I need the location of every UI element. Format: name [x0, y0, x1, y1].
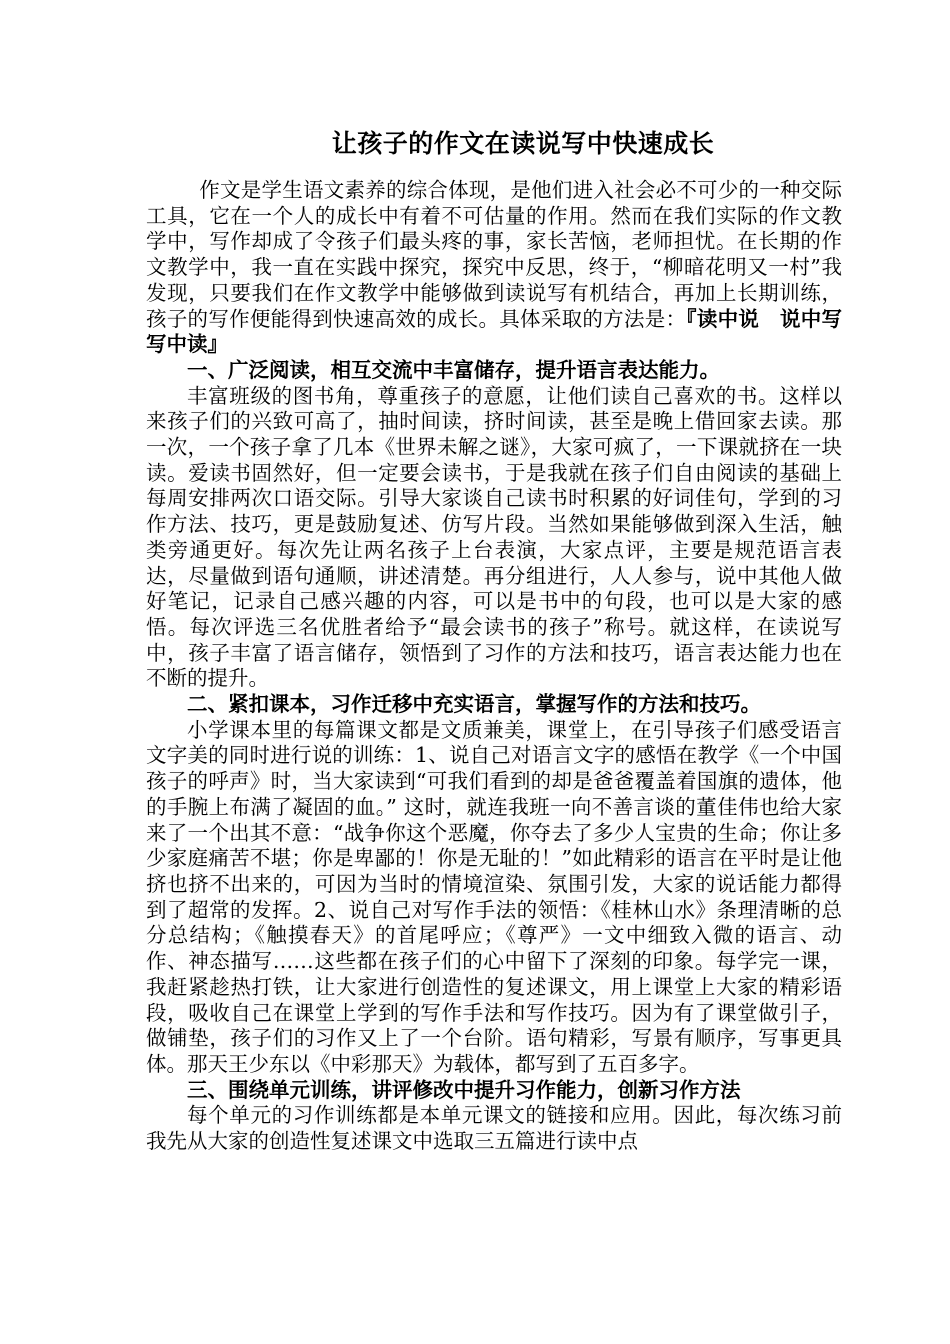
- document-body: [146, 178, 863, 1155]
- intro-text: 作文是学生语文素养的综合体现，是他们进入社会必不可少的一种交际工具，它在一个人的成长中有着不可估量的作用。然而在我们实际的作文教学中，写作却成了令孩子们最头疼的事，家长苦恼，老师担忧。在长期的作文教学中，我一直在实践中探究，探究中反思，终于，“柳暗花明又一村”我发现，只要我们在作文教学中能够做到读说写有机结合，再加上长期训练，孩子的写作便能得到快速高效的成长。具体采取的方法是：: [146, 178, 842, 331]
- section-3-heading: 三、围绕单元训练，讲评修改中提升习作能力，创新习作方法: [187, 1077, 741, 1102]
- section-2-paragraph: 小学课本里的每篇课文都是文质兼美，课堂上，在引导孩子们感受语言文字美的同时进行说的训练：1、说自己对语言文字的感悟在教学《一个中国孩子的呼声》时，当大家读到“可我们看到的却是爸爸覆盖着国旗的遗体，他的手腕上布满了凝固的血。” 这时，就连我班一向不善言谈的董佳伟也给大家来了一个出其不意：“战争你这个恶魔，你夺去了多少人宝贵的生命；你让多少家庭痛苦不堪；你是卑鄙的！你是无耻的！”如此精彩的语言在平时是让他挤也挤不出来的，可因为当时的情境渲染、氛围引发，大家的说话能力都得到了超常的发挥。2、说自己对写作手法的领悟：《桂林山水》条理清晰的总分总结构；《触摸春天》的首尾呼应；《尊严》一文中细致入微的语言、动作、神态描写……这些都在孩子们的心中留下了深刻的印象。每学完一课，我赶紧趁热打铁，让大家进行创造性的复述课文，用上课堂上大家的精彩语段，吸收自己在课堂上学到的写作手法和写作技巧。因为有了课堂做引子，做铺垫，孩子们的习作又上了一个台阶。语句精彩，写景有顺序，写事更具体。那天王少东以《中彩那天》为载体，都写到了五百多字。: [146, 717, 842, 1076]
- section-2-heading: 二、紧扣课本，习作迁移中充实语言，掌握写作的方法和技巧。: [187, 692, 761, 717]
- section-1-heading: 一、广泛阅读，相互交流中丰富储存，提升语言表达能力。: [187, 357, 720, 382]
- section-3-paragraph: 每个单元的习作训练都是本单元课文的链接和应用。因此，每次练习前我先从大家的创造性复述课文中选取三五篇进行读中点: [146, 1103, 842, 1154]
- section-1-paragraph: 丰富班级的图书角，尊重孩子的意愿，让他们读自己喜欢的书。这样以来孩子们的兴致可高了，抽时间读，挤时间读，甚至是晚上借回家去读。那一次，一个孩子拿了几本《世界未解之谜》，大家可疯了，一下课就挤在一块读。爱读书固然好，但一定要会读书，于是我就在孩子们自由阅读的基础上每周安排两次口语交际。引导大家谈自己读书时积累的好词佳句，学到的习作方法、技巧，更是鼓励复述、仿写片段。当然如果能够做到深入生活，触类旁通更好。每次先让两名孩子上台表演，大家点评，主要是规范语言表达，尽量做到语句通顺，讲述清楚。再分组进行，人人参与，说中其他人做好笔记，记录自己感兴趣的内容，可以是书中的句段，也可以是大家的感悟。每次评选三名优胜者给予“最会读书的孩子”称号。就这样，在读说写中，孩子丰富了语言储存，领悟到了习作的方法和技巧，语言表达能力也在不断的提升。: [146, 383, 842, 691]
- intro-emphasis: 『读中说 说中写 写中读』: [146, 306, 863, 357]
- document-title: 让孩子的作文在读说写中快速成长: [331, 129, 715, 158]
- intro-paragraph: [146, 178, 863, 358]
